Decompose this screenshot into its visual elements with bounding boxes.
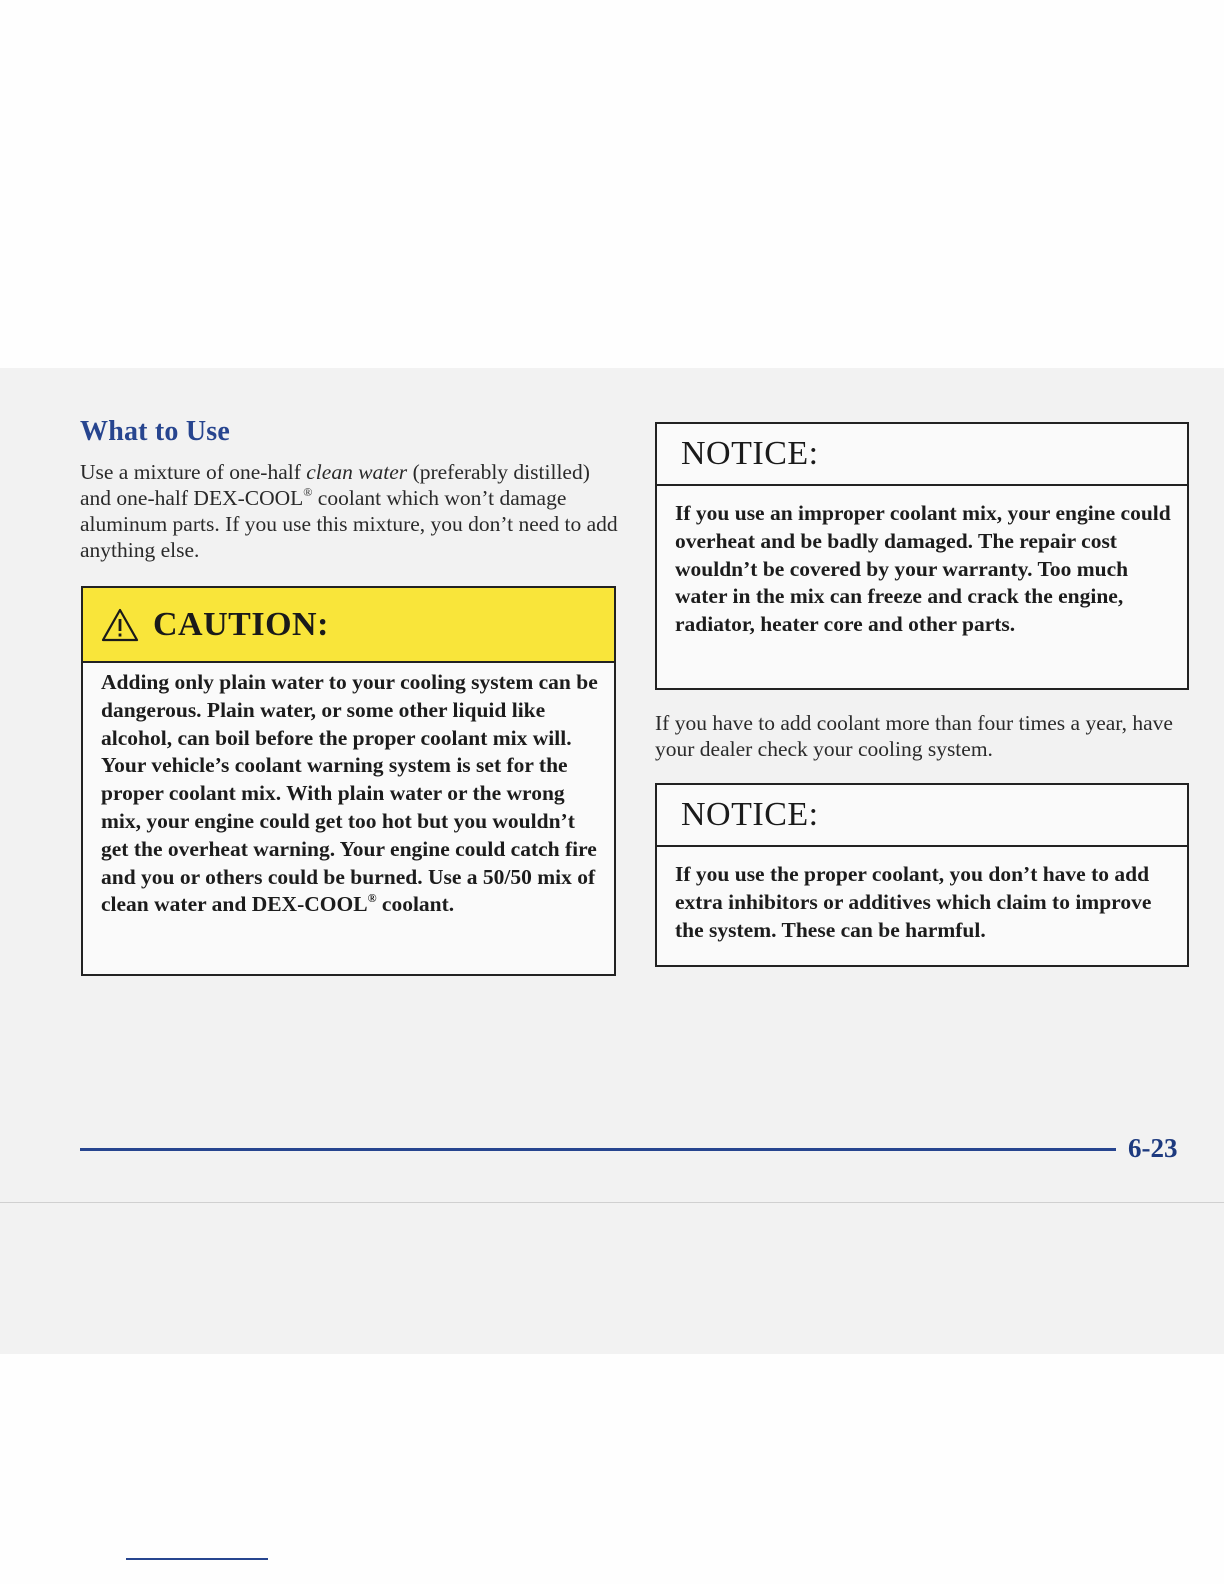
intro-text-start: Use a mixture of one-half xyxy=(80,460,307,484)
divider xyxy=(0,1202,1224,1203)
caution-title: CAUTION: xyxy=(153,605,329,643)
bottom-rule xyxy=(126,1558,268,1560)
intro-emphasis: clean water xyxy=(306,460,408,484)
caution-header xyxy=(83,588,614,663)
intro-text-mid: (preferably distilled) and one-half DEX-COOL xyxy=(80,460,590,510)
caution-box xyxy=(81,586,616,976)
caution-body xyxy=(83,663,614,919)
coolant-frequency-paragraph: If you have to add coolant more than four times a year, have your dealer check your cooling system. xyxy=(655,711,1173,761)
caution-text-end: coolant. xyxy=(376,892,455,917)
caution-text: Adding only plain water to your cooling system can be dangerous. Plain water, or some other liquid like alcohol, can boil before the proper coolant mix will. Your vehicle’s coolant warning system is set for the proper coolant mix. With plain water or the wrong mix, your engine could get too hot but you wouldn’t get the overheat warning. Your engine could catch fire and you or others could be burned. Use a 50/50 mix of clean water and DEX-COOL xyxy=(101,670,598,917)
registered-mark: ® xyxy=(367,891,377,906)
intro-text-end: coolant which won’t damage aluminum parts. If you use this mixture, you don’t need to add anything else. xyxy=(80,486,618,562)
intro-paragraph xyxy=(80,459,620,563)
notice-box-2 xyxy=(655,783,1189,967)
notice-body-2: If you use the proper coolant, you don’t have to add extra inhibitors or additives which claim to improve the system. These can be harmful. xyxy=(675,862,1152,942)
registered-mark: ® xyxy=(303,485,313,499)
notice-box-1 xyxy=(655,422,1189,690)
notice-title-2: NOTICE: xyxy=(681,796,819,833)
footer-rule xyxy=(80,1148,1116,1151)
notice-header-2 xyxy=(657,785,1187,847)
warning-triangle-icon xyxy=(101,608,139,642)
page-number: 6-23 xyxy=(1128,1133,1178,1163)
notice-title-1: NOTICE: xyxy=(681,435,819,472)
section-title: What to Use xyxy=(80,416,230,447)
notice-header-1 xyxy=(657,424,1187,486)
notice-body-1: If you use an improper coolant mix, your engine could overheat and be badly damaged. The repair cost wouldn’t be covered by your warranty. Too much water in the mix can freeze and crack the engine, radiator, heater core and other parts. xyxy=(675,501,1171,637)
